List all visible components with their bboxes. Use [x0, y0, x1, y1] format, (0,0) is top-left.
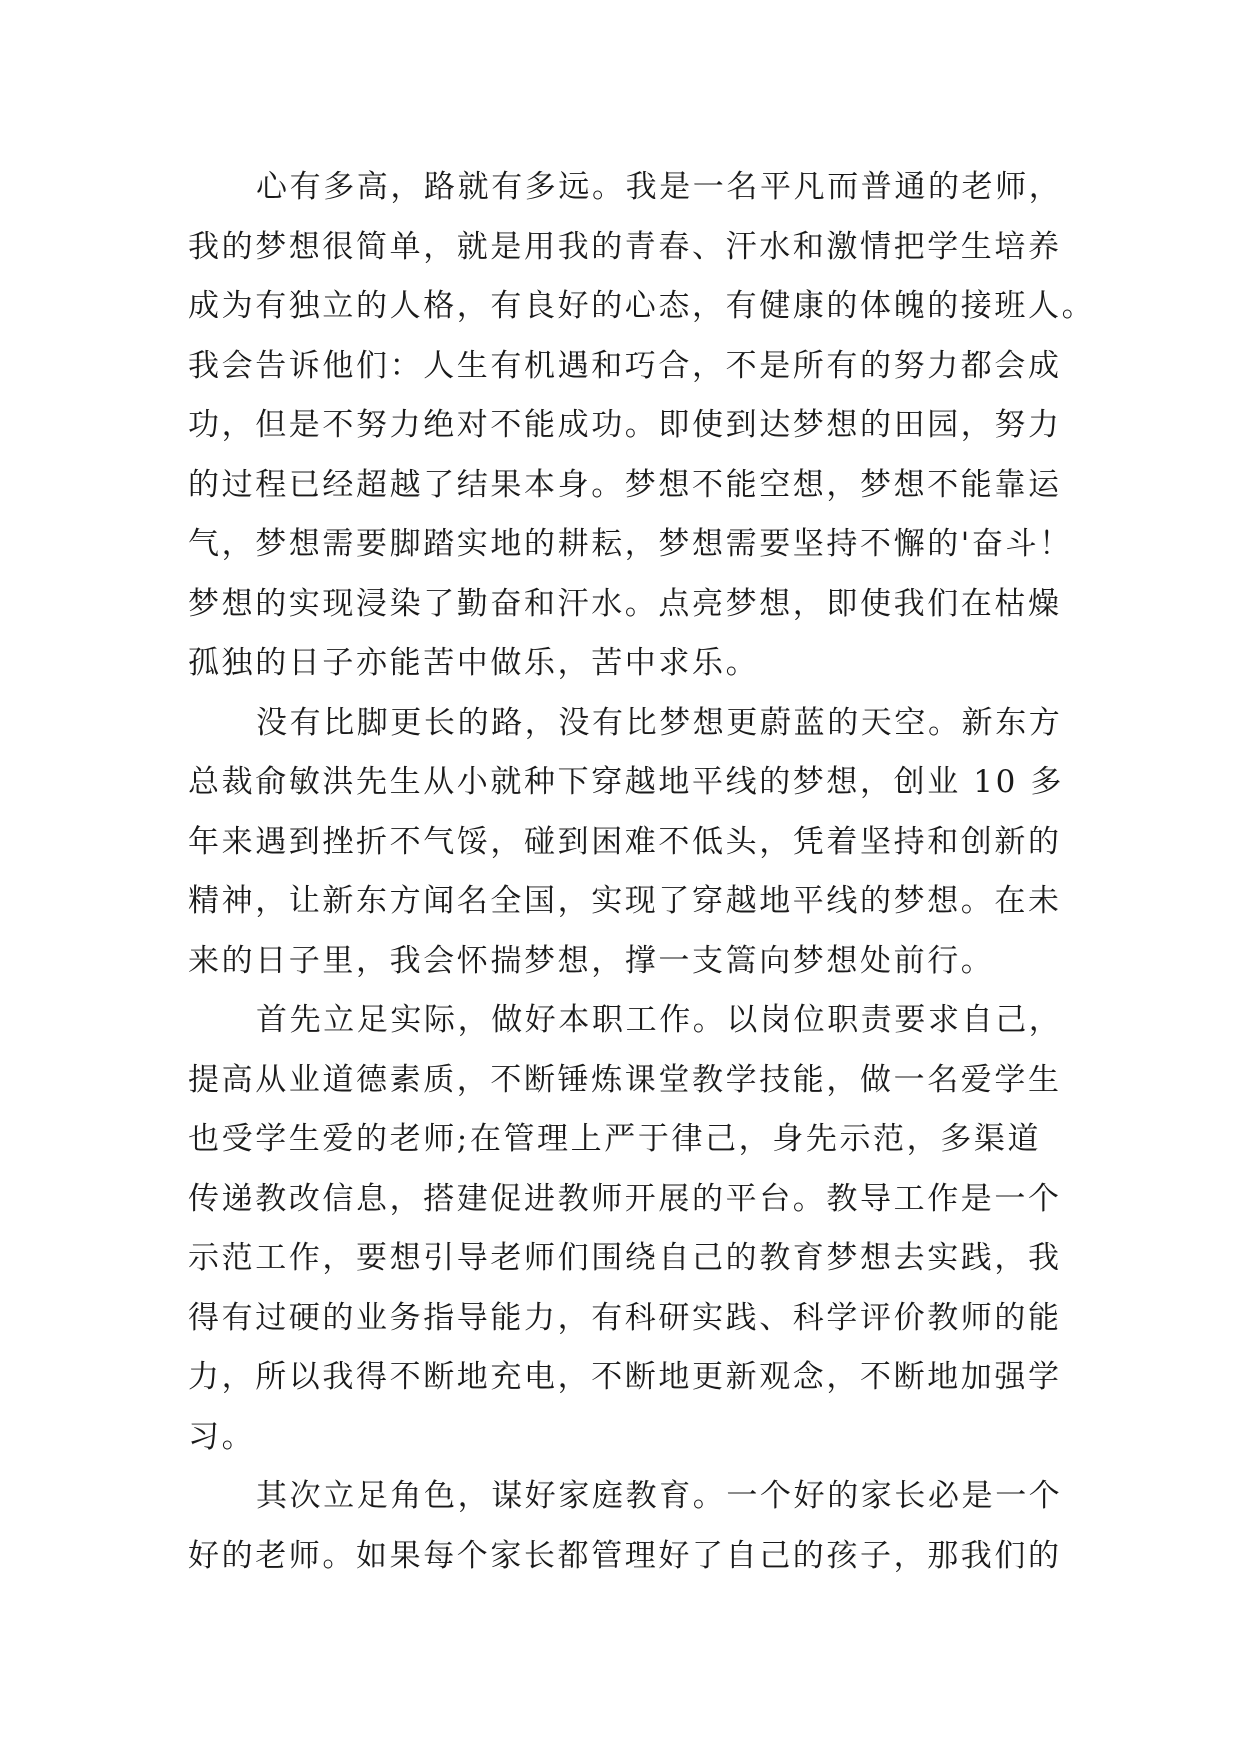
text-line: 没有比脚更长的路，没有比梦想更蔚蓝的天空。新东方	[256, 704, 1063, 741]
text-line: 习。	[188, 1418, 256, 1455]
text-line: 我会告诉他们：人生有机遇和巧合，不是所有的努力都会成	[188, 347, 1062, 384]
text-line: 气，梦想需要脚踏实地的耕耘，梦想需要坚持不懈的'奋斗！	[188, 526, 1073, 562]
text-line: 心有多高，路就有多远。我是一名平凡而普通的老师，	[256, 169, 1063, 205]
document-body	[188, 158, 1096, 1586]
text-line: 得有过硬的业务指导能力，有科研实践、科学评价教师的能	[188, 1299, 1062, 1336]
text-line: 提高从业道德素质，不断锤炼课堂教学技能，做一名爱学生	[188, 1061, 1062, 1098]
text-line: 的过程已经超越了结果本身。梦想不能空想，梦想不能靠运	[188, 466, 1062, 503]
text-line: 力，所以我得不断地充电，不断地更新观念，不断地加强学	[188, 1359, 1062, 1395]
text-line: 其次立足角色，谋好家庭教育。一个好的家长必是一个	[256, 1478, 1063, 1514]
text-line: 功，但是不努力绝对不能成功。即使到达梦想的田园，努力	[188, 407, 1062, 443]
paragraph-3	[188, 991, 1068, 1467]
text-line: 首先立足实际，做好本职工作。以岗位职责要求自己，	[256, 1002, 1063, 1038]
text-line: 我的梦想很简单，就是用我的青春、汗水和激情把学生培养	[188, 228, 1062, 265]
text-line: 也受学生爱的老师;在管理上严于律己，身先示范，多渠道	[188, 1121, 1042, 1157]
text-line: 好的老师。如果每个家长都管理好了自己的孩子，那我们的	[188, 1537, 1062, 1574]
text-line: 总裁俞敏洪先生从小就种下穿越地平线的梦想，创业 10 多	[188, 764, 1064, 800]
text-line: 精神，让新东方闻名全国，实现了穿越地平线的梦想。在未	[188, 883, 1062, 919]
text-line: 示范工作，要想引导老师们围绕自己的教育梦想去实践，我	[188, 1240, 1062, 1276]
text-line: 孤独的日子亦能苦中做乐，苦中求乐。	[188, 645, 760, 681]
text-line: 成为有独立的人格，有良好的心态，有健康的体魄的接班人。	[188, 288, 1096, 324]
paragraph-1	[188, 158, 1096, 694]
text-line: 传递教改信息，搭建促进教师开展的平台。教导工作是一个	[188, 1180, 1062, 1217]
paragraph-4	[188, 1467, 1068, 1586]
text-line: 来的日子里，我会怀揣梦想，撑一支篙向梦想处前行。	[188, 942, 995, 979]
text-line: 梦想的实现浸染了勤奋和汗水。点亮梦想，即使我们在枯燥	[188, 585, 1062, 622]
paragraph-2	[188, 694, 1068, 992]
text-line: 年来遇到挫折不气馁，碰到困难不低头，凭着坚持和创新的	[188, 823, 1062, 860]
